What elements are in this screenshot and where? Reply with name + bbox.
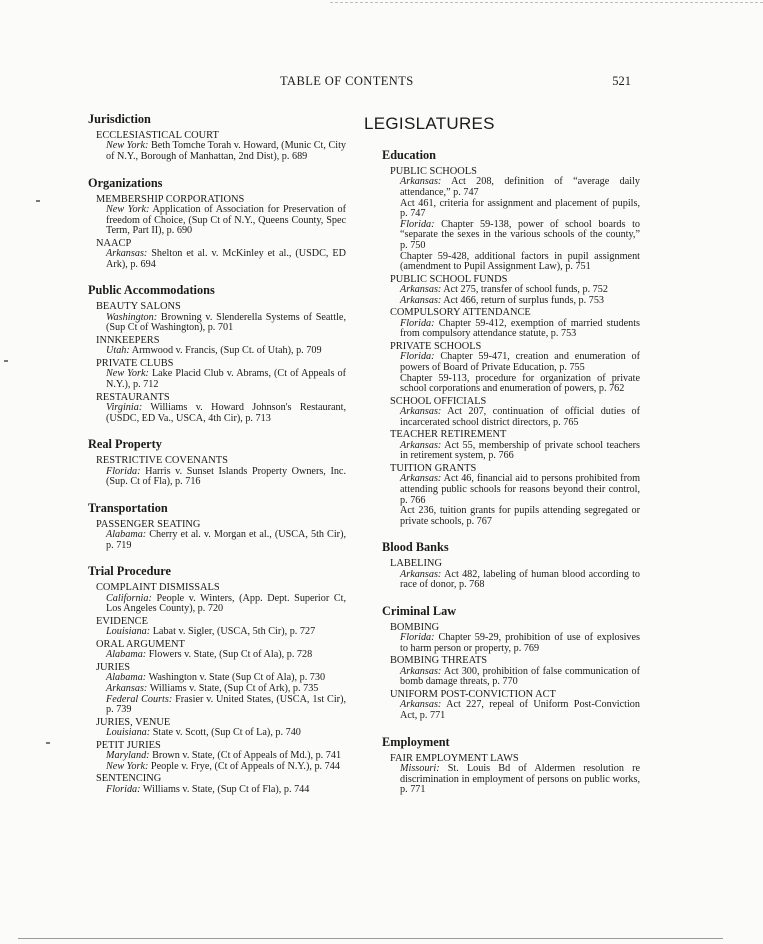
- case-entry: [106, 785, 346, 796]
- toc-section: [88, 283, 346, 424]
- right-column-body: [382, 148, 640, 796]
- subject-heading: MEMBERSHIP CORPORATIONS: [96, 193, 245, 205]
- case-entry: [400, 441, 640, 462]
- entry-text: Browning v. Slenderella Systems of Seattle, (Sup Ct of Washington), p. 701: [106, 311, 346, 334]
- entry-text: Williams v. Howard Johnson's Restaurant, (USDC, ED Va., USCA, 4th Cir), p. 713: [106, 401, 346, 424]
- subject-block: [88, 130, 346, 163]
- entry-text: Armwood v. Francis, (Sup Ct. of Utah), p. 709: [131, 345, 322, 357]
- subject-block: [382, 655, 640, 688]
- subject-block: [382, 396, 640, 429]
- subject-heading: SCHOOL OFFICIALS: [390, 395, 487, 407]
- topic-heading: Real Property: [88, 437, 162, 452]
- jurisdiction-label: Washington:: [106, 311, 158, 323]
- case-entry: [106, 346, 346, 357]
- case-entry: [400, 570, 640, 591]
- jurisdiction-label: Alabama:: [106, 649, 147, 661]
- entry-text: Application of Association for Preservation of freedom of Choice, (Sup Ct of N.Y., Queens County, Spec Term, Part II), p. 690: [106, 204, 346, 237]
- case-entry: [106, 695, 346, 716]
- jurisdiction-label: New York:: [106, 204, 150, 215]
- subject-heading: ECCLESIASTICAL COURT: [96, 130, 219, 141]
- jurisdiction-label: Maryland:: [106, 750, 150, 762]
- jurisdiction-label: Florida:: [106, 783, 141, 795]
- case-entry: [106, 249, 346, 270]
- case-entry: [106, 467, 346, 488]
- entry-text: Williams v. State, (Sup Ct of Fla), p. 744: [142, 783, 310, 795]
- topic-heading: Transportation: [88, 500, 168, 515]
- case-entry: [400, 177, 640, 198]
- jurisdiction-label: Arkansas:: [400, 439, 442, 451]
- subject-block: [382, 463, 640, 527]
- jurisdiction-label: New York:: [106, 760, 149, 772]
- margin-mark: [4, 360, 8, 362]
- subject-block: [88, 639, 346, 661]
- case-entry: [400, 700, 640, 721]
- subject-block: [88, 335, 346, 357]
- entry-text: Frasier v. United States, (USCA, 1st Cir), p. 739: [106, 693, 347, 716]
- entry-text: Act 227, repeal of Uniform Post-Conviction Act, p. 771: [400, 699, 640, 722]
- entry-text: Chapter 59-113, procedure for organization of private school corporations and enumeration of powers, p. 762: [400, 372, 640, 395]
- jurisdiction-label: Louisiana:: [106, 727, 151, 739]
- entry-text: Act 482, labeling of human blood according to race of donor, p. 768: [400, 568, 641, 591]
- subject-block: [88, 194, 346, 237]
- case-entry: [400, 474, 640, 506]
- case-entry: [106, 650, 346, 661]
- case-entry: [106, 762, 346, 773]
- jurisdiction-label: Arkansas:: [400, 665, 442, 677]
- subject-block: [88, 301, 346, 334]
- subject-block: [382, 429, 640, 462]
- case-entry: [400, 220, 640, 252]
- entry-text: Act 275, transfer of school funds, p. 752: [443, 284, 608, 296]
- subject-heading: RESTRICTIVE COVENANTS: [96, 455, 228, 467]
- case-entry: [106, 205, 346, 237]
- subject-heading: PUBLIC SCHOOLS: [390, 166, 477, 177]
- entry-text: Lake Placid Club v. Abrams, (Ct of Appeals of N.Y.), p. 712: [106, 368, 347, 390]
- toc-section: [382, 148, 640, 527]
- subject-block: [382, 274, 640, 307]
- entry-text: Chapter 59-29, prohibition of use of explosives to harm person or property, p. 769: [400, 632, 641, 654]
- jurisdiction-label: Arkansas:: [400, 406, 442, 418]
- topic-heading: Jurisdiction: [88, 112, 151, 126]
- entry-text: Williams v. State, (Sup Ct of Ark), p. 735: [149, 682, 319, 694]
- case-entry: [400, 374, 640, 395]
- jurisdiction-label: Arkansas:: [400, 284, 442, 296]
- margin-mark: [46, 742, 50, 744]
- toc-section: [88, 112, 346, 163]
- case-entry: [106, 728, 346, 739]
- subject-heading: ORAL ARGUMENT: [96, 638, 185, 650]
- jurisdiction-label: Florida:: [400, 317, 435, 329]
- subject-heading: FAIR EMPLOYMENT LAWS: [390, 752, 519, 764]
- subject-heading: INNKEEPERS: [96, 334, 160, 346]
- subject-heading: PETIT JURIES: [96, 739, 161, 751]
- subject-heading: BEAUTY SALONS: [96, 301, 181, 313]
- entry-text: Chapter 59-138, power of school boards to “separate the sexes in the various schools of the county,” p. 750: [400, 218, 641, 251]
- entry-text: Chapter 59-412, exemption of married students from compulsory attendance statute, p. 753: [400, 317, 641, 340]
- subject-heading: JURIES, VENUE: [96, 716, 171, 728]
- subject-block: [382, 753, 640, 796]
- jurisdiction-label: Federal Courts:: [106, 693, 173, 705]
- subject-heading: LABELING: [390, 558, 442, 570]
- entry-text: Act 208, definition of “average daily attendance,” p. 747: [400, 176, 640, 198]
- subject-block: [382, 307, 640, 340]
- part-title-legislatures: LEGISLATURES: [364, 114, 495, 133]
- case-entry: [106, 369, 346, 390]
- entry-text: Flowers v. State, (Sup Ct of Ala), p. 728: [148, 649, 313, 661]
- topic-heading: Education: [382, 148, 436, 162]
- case-entry: [106, 313, 346, 334]
- jurisdiction-label: New York:: [106, 140, 149, 152]
- jurisdiction-label: Florida:: [106, 465, 141, 477]
- toc-section: [88, 176, 346, 271]
- subject-block: [382, 341, 640, 395]
- case-entry: [400, 252, 640, 273]
- jurisdiction-label: Alabama:: [106, 672, 147, 684]
- entry-text: Act 46, financial aid to persons prohibited from attending public schools for reasons beyond their control, p. 766: [400, 473, 640, 506]
- entry-text: Harris v. Sunset Islands Property Owners, Inc. (Sup. Ct of Fla), p. 716: [106, 465, 347, 488]
- subject-block: [88, 519, 346, 552]
- subject-block: [88, 238, 346, 271]
- entry-text: State v. Scott, (Sup Ct of La), p. 740: [152, 727, 301, 739]
- subject-block: [88, 455, 346, 488]
- top-edge-dots: [330, 2, 763, 4]
- case-entry: [400, 319, 640, 340]
- case-entry: [400, 633, 640, 654]
- subject-heading: PRIVATE SCHOOLS: [390, 340, 482, 352]
- case-entry: [400, 764, 640, 796]
- jurisdiction-label: California:: [106, 592, 152, 604]
- toc-section: [382, 735, 640, 796]
- entry-text: Act 55, membership of private school teachers in retirement system, p. 766: [400, 439, 640, 462]
- page-header: [280, 74, 631, 90]
- subject-block: [88, 616, 346, 638]
- subject-heading: BOMBING THREATS: [390, 655, 488, 667]
- topic-heading: Employment: [382, 734, 450, 749]
- jurisdiction-label: New York:: [106, 368, 149, 380]
- jurisdiction-label: Arkansas:: [400, 176, 442, 188]
- case-entry: [400, 199, 640, 220]
- page-title: TABLE OF CONTENTS: [280, 74, 414, 88]
- subject-heading: TUITION GRANTS: [390, 462, 477, 474]
- subject-heading: PRIVATE CLUBS: [96, 357, 174, 369]
- subject-block: [88, 392, 346, 425]
- entry-text: Act 461, criteria for assignment and placement of pupils, p. 747: [400, 197, 640, 220]
- subject-heading: SENTENCING: [96, 773, 162, 785]
- subject-block: [88, 773, 346, 795]
- jurisdiction-label: Arkansas:: [400, 473, 442, 485]
- subject-heading: JURIES: [96, 661, 131, 673]
- right-column: [364, 114, 641, 809]
- entry-text: Chapter 59-471, creation and enumeration of powers of Board of Private Education, p. 755: [400, 351, 641, 373]
- case-entry: [400, 407, 640, 428]
- case-entry: [400, 296, 640, 307]
- subject-heading: NAACP: [96, 237, 132, 249]
- entry-text: St. Louis Bd of Aldermen resolution re discrimination in employment of persons on public works, p. 771: [400, 763, 640, 796]
- margin-mark: [36, 200, 40, 202]
- entry-text: Washington v. State (Sup Ct of Ala), p. 730: [148, 672, 326, 684]
- subject-block: [88, 662, 346, 716]
- jurisdiction-label: Arkansas:: [106, 682, 148, 694]
- subject-heading: UNIFORM POST-CONVICTION ACT: [390, 689, 556, 701]
- subject-block: [88, 582, 346, 615]
- subject-heading: PUBLIC SCHOOL FUNDS: [390, 273, 508, 285]
- jurisdiction-label: Florida:: [400, 632, 435, 644]
- subject-heading: RESTAURANTS: [96, 391, 170, 403]
- subject-heading: COMPLAINT DISMISSALS: [96, 582, 220, 594]
- entry-text: Chapter 59-428, additional factors in pupil assignment (amendment to Pupil Assignment Law), p. 751: [400, 250, 640, 273]
- left-column: [88, 112, 346, 808]
- case-entry: [106, 530, 346, 551]
- jurisdiction-label: Arkansas:: [400, 294, 442, 306]
- entry-text: People v. Winters, (App. Dept. Superior Ct, Los Angeles County), p. 720: [106, 592, 347, 615]
- subject-block: [382, 689, 640, 722]
- case-entry: [106, 594, 346, 615]
- jurisdiction-label: Arkansas:: [400, 699, 442, 711]
- toc-section: [88, 501, 346, 552]
- jurisdiction-label: Utah:: [106, 345, 130, 357]
- toc-section: [382, 604, 640, 722]
- entry-text: Labat v. Sigler, (USCA, 5th Cir), p. 727: [152, 626, 316, 638]
- subject-block: [382, 166, 640, 273]
- entry-text: Act 300, prohibition of false communication of bomb damage threats, p. 770: [400, 665, 640, 688]
- subject-heading: COMPULSORY ATTENDANCE: [390, 307, 531, 319]
- topic-heading: Organizations: [88, 175, 163, 190]
- jurisdiction-label: Florida:: [400, 218, 435, 230]
- case-entry: [400, 506, 640, 527]
- entry-text: People v. Frye, (Ct of Appeals of N.Y.), p. 744: [150, 760, 340, 772]
- subject-block: [88, 740, 346, 773]
- subject-block: [382, 622, 640, 655]
- subject-heading: TEACHER RETIREMENT: [390, 429, 507, 441]
- entry-text: Act 236, tuition grants for pupils attending segregated or private schools, p. 767: [400, 505, 640, 527]
- topic-heading: Trial Procedure: [88, 564, 171, 579]
- toc-section: [88, 564, 346, 795]
- topic-heading: Blood Banks: [382, 540, 449, 555]
- case-entry: [106, 141, 346, 162]
- entry-text: Brown v. State, (Ct of Appeals of Md.), p. 741: [152, 750, 342, 762]
- page-number: 521: [612, 74, 631, 88]
- case-entry: [400, 667, 640, 688]
- jurisdiction-label: Missouri:: [400, 763, 440, 775]
- subject-block: [88, 358, 346, 391]
- entry-text: Beth Tomche Torah v. Howard, (Munic Ct, City of N.Y., Borough of Manhattan, 2nd Dist), p. 689: [106, 140, 346, 162]
- jurisdiction-label: Florida:: [400, 351, 435, 363]
- jurisdiction-label: Alabama:: [106, 529, 147, 541]
- topic-heading: Criminal Law: [382, 603, 457, 618]
- subject-heading: BOMBING: [390, 621, 440, 633]
- entry-text: Act 207, continuation of official duties of incarcerated school district directors, p. 765: [400, 406, 640, 428]
- case-entry: [106, 627, 346, 638]
- subject-heading: EVIDENCE: [96, 615, 148, 627]
- jurisdiction-label: Arkansas:: [400, 568, 442, 580]
- topic-heading: Public Accommodations: [88, 283, 215, 298]
- case-entry: [400, 352, 640, 373]
- entry-text: Shelton et al. v. McKinley et al., (USDC, ED Ark), p. 694: [106, 248, 346, 270]
- subject-block: [382, 558, 640, 591]
- jurisdiction-label: Louisiana:: [106, 626, 151, 638]
- subject-heading: PASSENGER SEATING: [96, 518, 201, 530]
- toc-section: [88, 437, 346, 488]
- toc-section: [382, 540, 640, 591]
- bottom-scan-line: [18, 938, 723, 939]
- entry-text: Act 466, return of surplus funds, p. 753: [443, 294, 605, 306]
- entry-text: Cherry et al. v. Morgan et al., (USCA, 5th Cir), p. 719: [106, 529, 347, 551]
- case-entry: [106, 403, 346, 424]
- jurisdiction-label: Arkansas:: [106, 248, 148, 260]
- jurisdiction-label: Virginia:: [106, 401, 143, 413]
- subject-block: [88, 717, 346, 739]
